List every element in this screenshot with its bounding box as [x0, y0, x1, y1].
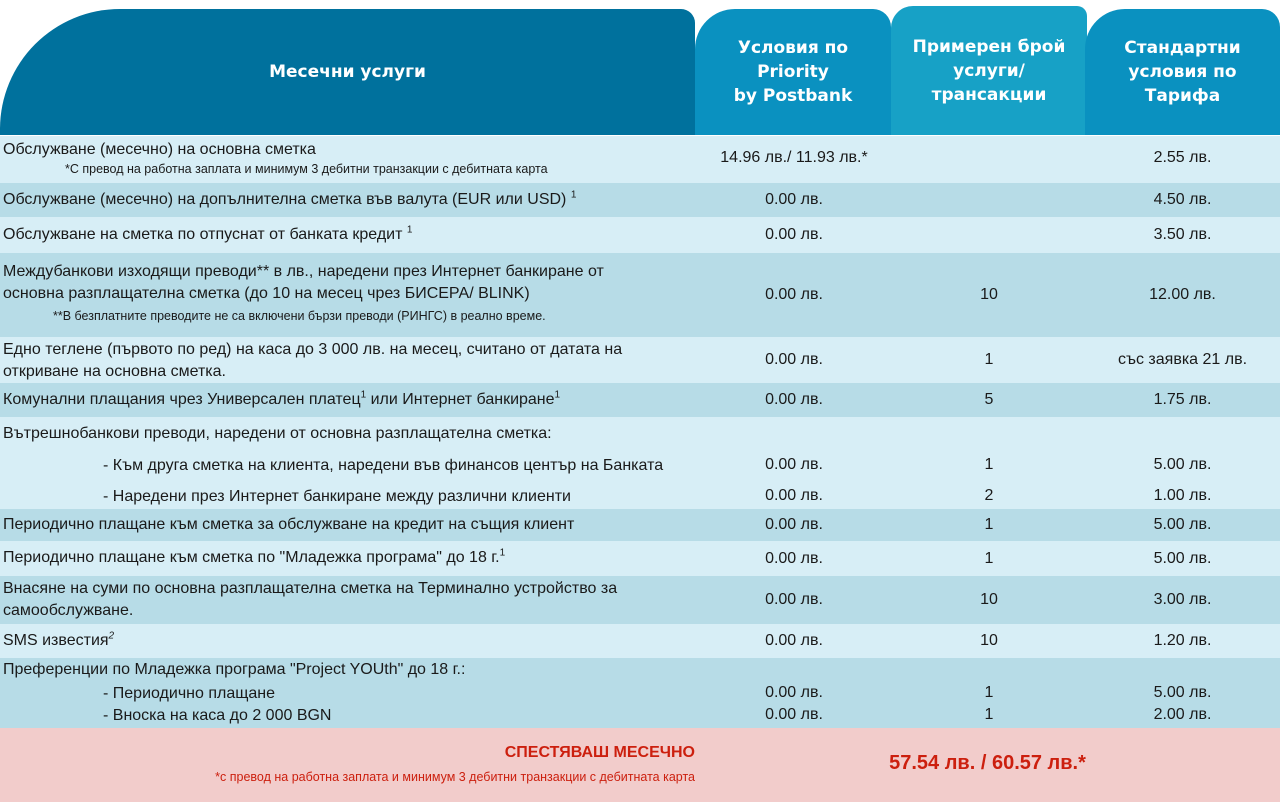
table-row [0, 705, 1280, 727]
count-value: 10 [980, 286, 998, 303]
priority-value: 0.00 лв. [765, 684, 823, 701]
header-services-label: Месечни услуги [269, 62, 426, 82]
footnote-marker: 1 [570, 189, 577, 201]
header-priority [695, 9, 891, 135]
count-value: 1 [984, 456, 994, 473]
count-value: 10 [980, 591, 998, 608]
row-label: Обслужване (месечно) на основна сметка [3, 141, 316, 158]
footnote-marker: 1 [406, 224, 413, 236]
row-label: Обслужване (месечно) на допълнителна сметка във валута (EUR или USD) [3, 191, 567, 208]
savings-label: СПЕСТЯВАШ МЕСЕЧНО [504, 744, 695, 761]
header-tariff [1085, 9, 1280, 135]
row-label: SMS известия [3, 632, 109, 649]
header-count-line3: трансакции [931, 84, 1047, 105]
header-services [0, 9, 695, 135]
table-row [0, 576, 1280, 624]
tariff-value: 1.20 лв. [1153, 632, 1212, 649]
priority-value: 14.96 лв./ 11.93 лв.* [720, 149, 868, 166]
tariff-value: 2.55 лв. [1153, 149, 1212, 166]
table-row [0, 383, 1280, 417]
table-row [0, 484, 1280, 508]
row-label: Периодично плащане към сметка за обслужване на кредит на същия клиент [3, 516, 575, 533]
priority-value: 0.00 лв. [765, 456, 823, 473]
tariff-value: 12.00 лв. [1149, 286, 1216, 303]
row-label: Обслужване на сметка по отпуснат от банката кредит [3, 226, 403, 243]
tariff-value: 3.00 лв. [1153, 591, 1212, 608]
row-label: Периодично плащане към сметка по "Младежка програма" до 18 г. [3, 549, 500, 566]
row-label: - Вноска на каса до 2 000 BGN [103, 707, 332, 724]
tariff-value: 2.00 лв. [1153, 706, 1212, 723]
count-value: 1 [984, 351, 994, 368]
table-row [0, 683, 1280, 705]
footnote-marker: 1 [360, 389, 367, 401]
header-tariff-line2: условия по [1128, 62, 1237, 82]
footnote-marker: 2 [108, 630, 115, 642]
header-priority-line1: Условия по [737, 38, 849, 58]
count-value: 1 [984, 516, 994, 533]
table-row [0, 136, 1280, 183]
row-label: Внасяне на суми по основна разплащателна сметка на Терминално устройство за самообслужване. [3, 580, 618, 619]
header-tariff-line3: Тарифа [1144, 86, 1221, 106]
priority-value: 0.00 лв. [765, 516, 823, 533]
footnote-marker: 1 [554, 389, 561, 401]
priority-value: 0.00 лв. [765, 191, 823, 208]
priority-value: 0.00 лв. [765, 591, 823, 608]
table-row [0, 453, 1280, 479]
savings-row [0, 728, 1280, 802]
header-count-line2: услуги/ [953, 60, 1025, 81]
priority-value: 0.00 лв. [765, 286, 823, 303]
priority-value: 0.00 лв. [765, 632, 823, 649]
row-label-continued: или Интернет банкиране [366, 391, 555, 408]
count-value: 1 [984, 706, 994, 723]
tariff-value: 3.50 лв. [1153, 226, 1212, 243]
row-note: *С превод на работна заплата и минимум 3 дебитни транзакции с дебитната карта [65, 162, 548, 176]
tariff-value: 5.00 лв. [1153, 456, 1212, 473]
tariff-value: със заявка 21 лв. [1117, 351, 1248, 368]
row-label: Преференции по Младежка програма "Project YOUth" до 18 г.: [3, 661, 466, 678]
row-label: Едно теглене (първото по ред) на каса до 3 000 лв. на месец, считано от датата на откриване на основна сметка. [3, 341, 623, 380]
table-row [0, 624, 1280, 658]
priority-value: 0.00 лв. [765, 351, 823, 368]
header-tariff-line1: Стандартни [1124, 38, 1241, 58]
savings-note: *с превод на работна заплата и минимум 3 дебитни транзакции с дебитната карта [215, 770, 695, 784]
row-label: Междубанкови изходящи преводи** в лв., наредени през Интернет банкиране от основна разплащателна сметка (до 10 на месец чрез БИСЕРА/ BLINK) [3, 263, 604, 302]
tariff-value: 4.50 лв. [1153, 191, 1212, 208]
header-priority-line3: by Postbank [733, 86, 853, 106]
row-label: Вътрешнобанкови преводи, наредени от основна разплащателна сметка: [3, 425, 552, 442]
count-value: 1 [984, 684, 994, 701]
header-count [891, 6, 1087, 135]
tariff-value: 5.00 лв. [1153, 684, 1212, 701]
count-value: 2 [984, 487, 994, 504]
row-label: - Наредени през Интернет банкиране между различни клиенти [103, 488, 571, 505]
count-value: 10 [980, 632, 998, 649]
priority-value: 0.00 лв. [765, 226, 823, 243]
table-row [0, 509, 1280, 541]
header-count-line1: Примерен брой [912, 36, 1066, 57]
priority-value: 0.00 лв. [765, 550, 823, 567]
table-row [0, 541, 1280, 576]
table-row [0, 253, 1280, 337]
priority-value: 0.00 лв. [765, 391, 823, 408]
row-label: - Периодично плащане [103, 685, 276, 702]
count-value: 1 [984, 550, 994, 567]
table-row [0, 217, 1280, 253]
header-priority-line2: Priority [757, 62, 829, 82]
tariff-value: 5.00 лв. [1153, 550, 1212, 567]
tariff-value: 1.75 лв. [1153, 391, 1212, 408]
count-value: 5 [984, 391, 994, 408]
savings-amount: 57.54 лв. / 60.57 лв.* [889, 752, 1086, 774]
tariff-value: 1.00 лв. [1153, 487, 1212, 504]
row-label: - Към друга сметка на клиента, наредени във финансов център на Банката [103, 457, 664, 474]
footnote-marker: 1 [499, 547, 506, 559]
tariff-value: 5.00 лв. [1153, 516, 1212, 533]
priority-value: 0.00 лв. [765, 706, 823, 723]
row-note: **В безплатните преводите не са включени бързи преводи (РИНГС) в реално време. [53, 309, 546, 323]
table-row [0, 183, 1280, 217]
row-label: Комунални плащания чрез Универсален платец [3, 391, 361, 408]
priority-value: 0.00 лв. [765, 487, 823, 504]
table-row [0, 337, 1280, 383]
